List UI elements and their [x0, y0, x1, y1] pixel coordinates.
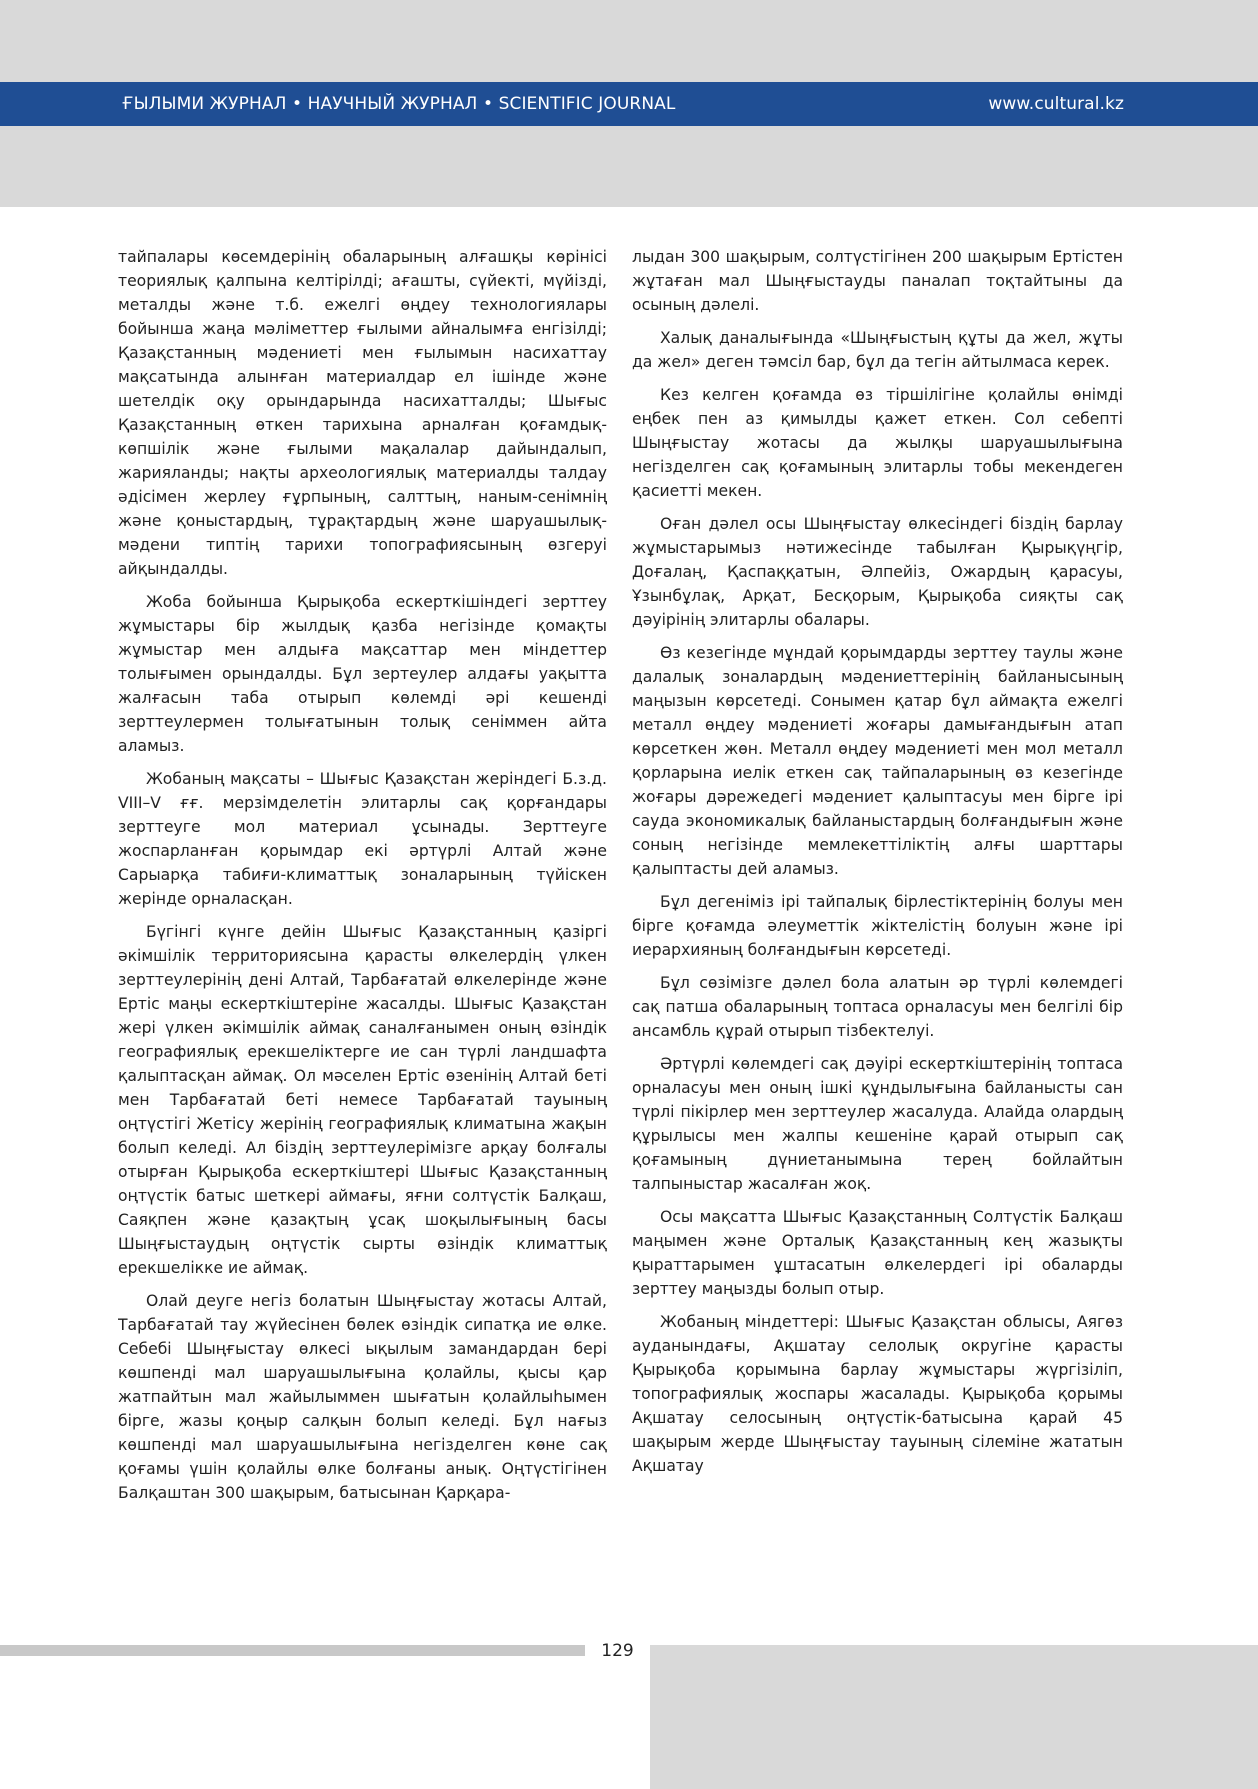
paragraph: тайпалары көсемдерінің обаларының алғашқы көрінісі теориялық қалпына келтірілді; ағашты, сүйекті, мүйізді, металды және т.б. ежелгі өңдеу технологиялары бойынша жаңа мәліметтер ғылыми айналымға енгізілді; Қазақстанның мәдениеті мен ғылымын насихаттау мақсатында алынған материалдар ел ішінде және шетелдік оқу орындарында насихатталды; Шығыс Қазақстанның өткен тарихына арналған қоғамдық-көпшілік және ғылыми мақалалар дайындалып, жарияланды; нақты археологиялық материалды талдау әдісімен жерлеу ғұрпының, салттың, наным-сенімнің және қоныстардың, тұрақтардың және шаруашылық-мәдени типтің тарихи топографиясының өзгеруі айқындалды. — [118, 248, 607, 578]
paragraph: Жоба бойынша Қырықоба ескерткішіндегі зерттеу жұмыстары бір жылдық қазба негізінде қомақты жұмыстар мен алдыға мақсаттар мен міндеттер толығымен орындалды. Бұл зертеулер алдағы уақытта жалғасын таба отырып көлемді әрі кешенді зерттеулермен толығатынын толық сеніммен айта аламыз. — [118, 593, 607, 755]
left-text-column — [118, 245, 607, 1590]
page-number: 129 — [601, 1641, 634, 1661]
paragraph: Халық даналығында «Шыңғыстың құты да жел, жұты да жел» деген тәмсіл бар, бұл да тегін айтылмаса керек. — [632, 329, 1123, 371]
journal-title: ҒЫЛЫМИ ЖУРНАЛ • НАУЧНЫЙ ЖУРНАЛ • SCIENTIFIC JOURNAL — [122, 94, 676, 114]
paragraph: Оған дәлел осы Шыңғыстау өлкесіндегі біздің барлау жұмыстарымыз нәтижесінде табылған Қырықүңгір, Доғалаң, Қаспаққатын, Әлпейіз, Ожардың қарасуы, Ұзынбұлақ, Арқат, Бесқорым, Қырықоба сияқты сақ дәуірінің элитарлы обалары. — [632, 515, 1123, 629]
paragraph: Осы мақсатта Шығыс Қазақстанның Солтүстік Балқаш маңымен және Орталық Қазақстанның кең жазықты қыраттарымен ұштасатын өлкелердегі ірі обаларды зерттеу маңызды болып отыр. — [632, 1208, 1123, 1298]
paragraph: Олай деуге негіз болатын Шыңғыстау жотасы Алтай, Тарбағатай тау жүйесінен бөлек өзіндік сипатқа ие өлке. Себебі Шыңғыстау өлкесі ықылым замандардан бері көшпенді мал шаруашылығына қолайлы, қысы қар жатпайтын мал жайылыммен шығатын қолайлыһымен бірге, жазы қоңыр салқын болып келеді. Бұл нағыз көшпенді мал шаруашылығына негізделген көне сақ қоғамы үшін қолайлы өлке болғаны анық. Оңтүстігінен Балқаштан 300 шақырым, батысынан Қарқара- — [118, 1292, 607, 1502]
paragraph: Кез келген қоғамда өз тіршілігіне қолайлы өнімді еңбек пен аз қимылды қажет еткен. Сол себепті Шыңғыстау жотасы да жылқы шаруашылығына негізделген сақ қоғамының элитарлы тобы мекендеген қасиетті мекен. — [632, 386, 1123, 500]
paragraph: Бүгінгі күнге дейін Шығыс Қазақстанның қазіргі әкімшілік территориясына қарасты өлкелердің үлкен зерттеулерінің дені Алтай, Тарбағатай өлкелерінде және Ертіс маңы ескерткіштеріне жасалды. Шығыс Қазақстан жері үлкен әкімшілік аймақ саналғанымен оның өзіндік географиялық ерекшеліктерге ие сан түрлі ландшафта қалыптасқан аймақ. Ол мәселен Ертіс өзенінің Алтай беті мен Тарбағатай беті немесе Тарбағатай тауының оңтүстігі Жетісу жерінің географиялық климатына жақын болып келеді. Ал біздің зерттеулерімізге арқау болғалы отырған Қырықоба ескерткіштері Шығыс Қазақстанның оңтүстік батыс шеткері аймағы, яғни солтүстік Балқаш, Саяқпен және қазақтың ұсақ шоқылығының басы Шыңғыстаудың оңтүстік сырты өзіндік климаттық ерекшелікке ие аймақ. — [118, 923, 607, 1277]
footer-rule-left — [0, 1645, 585, 1656]
paragraph: Жобаның міндеттері: Шығыс Қазақстан облысы, Аягөз ауданындағы, Ақшатау селолық округіне қарасты Қырықоба қорымына барлау жұмыстары жүргізіліп, топографиялық жоспары жасалады. Қырықоба қорымы Ақшатау селосының оңтүстік-батысына қарай 45 шақырым жерде Шыңғыстау тауының сілеміне жататын Ақшатау — [632, 1313, 1123, 1475]
right-text-column — [632, 245, 1123, 1590]
journal-header-bar — [0, 82, 1258, 126]
site-url: www.cultural.kz — [988, 94, 1124, 114]
paragraph: Жобаның мақсаты – Шығыс Қазақстан жеріндегі Б.з.д. VIII–V ғғ. мерзімделетін элитарлы сақ қорғандары зерттеуге мол материал ұсынады. Зерттеуге жоспарланған қорымдар екі әртүрлі Алтай және Сарыарқа табиғи-климаттық зоналарының түйіскен жерінде орналасқан. — [118, 770, 607, 908]
paragraph: Бұл сөзімізге дәлел бола алатын әр түрлі көлемдегі сақ патша обаларының топтаса орналасуы мен белгілі бір ансамбль құрай отырып тізбектелуі. — [632, 974, 1123, 1040]
paragraph: Бұл дегеніміз ірі тайпалық бірлестіктерінің болуы мен бірге қоғамда әлеуметтік жіктелістің болуын және ірі иерархияның болғандығын көрсетеді. — [632, 893, 1123, 959]
paragraph: Әртүрлі көлемдегі сақ дәуірі ескерткіштерінің топтаса орналасуы мен оның ішкі құндылығына байланысты сан түрлі пікірлер мен зерттеулер жасалуда. Алайда олардың құрылысы мен жалпы кешеніне қарай отырып сақ қоғамының дүниетанымына терең бойлайтын талпыныстар жасалған жоқ. — [632, 1055, 1123, 1193]
paragraph: лыдан 300 шақырым, солтүстігінен 200 шақырым Ертістен жұтаған мал Шыңғыстауды паналап тоқтайтыны да осының дәлелі. — [632, 248, 1123, 314]
paragraph: Өз кезегінде мұндай қорымдарды зерттеу таулы және далалық зоналардың мәдениеттерінің байланысының маңызын көрсетеді. Сонымен қатар бұл аймақта ежелгі металл өңдеу мәдениеті жоғары дамығандығын атап көрсеткен жөн. Металл өңдеу мәдениеті мен мол металл қорларына иелік еткен сақ тайпаларының өз кезегінде жоғары дәрежедегі мәдениет қалыптасуы мен бірге ірі сауда экономикалық байланыстардың болғандығын және соның негізінде мемлекеттіліктің алғы шарттары қалыптасты дей аламыз. — [632, 644, 1123, 878]
footer-block-right — [650, 1645, 1258, 1789]
